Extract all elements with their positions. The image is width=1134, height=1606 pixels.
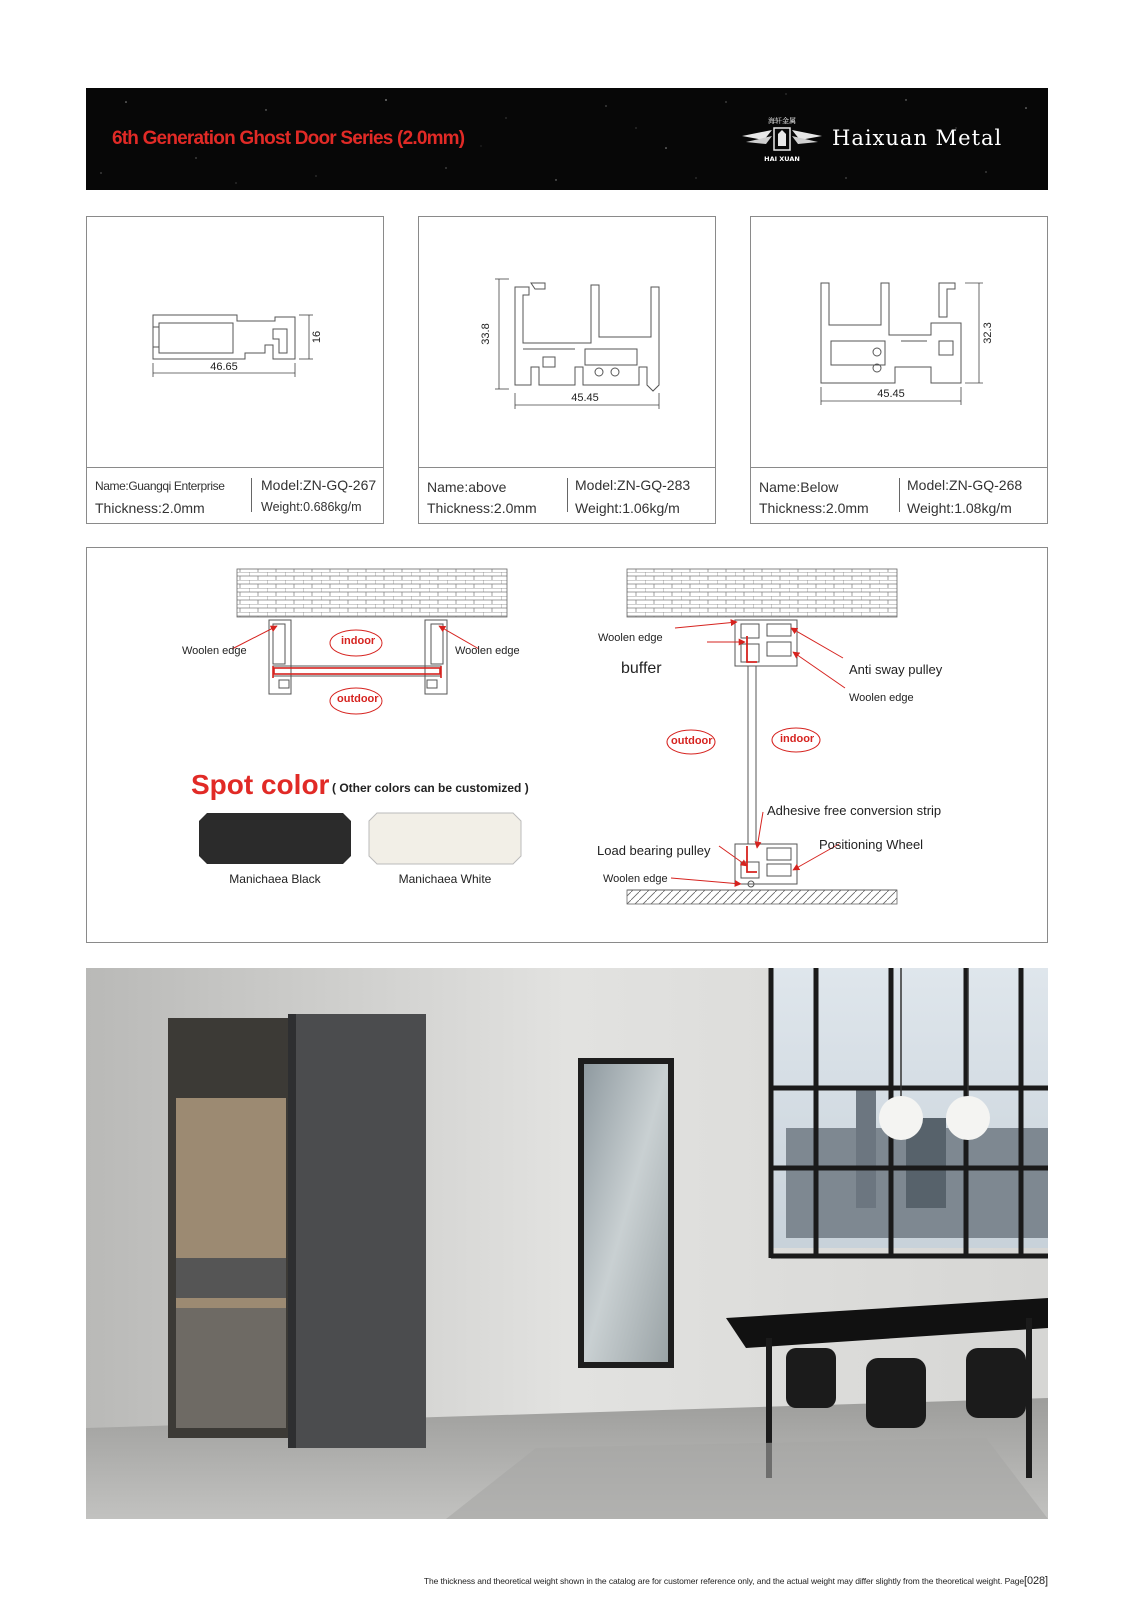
product-info-267 — [87, 467, 383, 524]
page-prefix: Page — [1004, 1576, 1025, 1586]
interior-scene-illustration — [86, 968, 1048, 1519]
label-woolen-edge-left: Woolen edge — [182, 645, 247, 657]
brand-name: Haixuan Metal — [832, 126, 1003, 150]
dim-width-268: 45.45 — [877, 388, 905, 400]
product-model: Model:ZN-GQ-268 — [907, 477, 1023, 493]
label-adhesive-strip: Adhesive free conversion strip — [767, 803, 942, 818]
product-thickness: Thickness:2.0mm — [95, 500, 205, 516]
dim-width-283: 45.45 — [571, 392, 599, 404]
brand-pinyin-text: HAI XUAN — [764, 155, 800, 163]
info-divider — [251, 478, 252, 512]
label-woolen-edge-right: Woolen edge — [455, 645, 520, 657]
swatch-manichaea-black — [199, 814, 351, 865]
label-outdoor-left: outdoor — [337, 693, 379, 705]
product-weight: Weight:1.06kg/m — [575, 500, 680, 516]
label-woolen-edge-top: Woolen edge — [598, 632, 663, 644]
label-indoor-right: indoor — [780, 733, 815, 745]
label-load-bearing-pulley: Load bearing pulley — [597, 843, 711, 858]
dim-width-267: 46.65 — [210, 361, 238, 373]
spot-color-title: Spot color — [191, 769, 330, 800]
profile-drawing-283 — [419, 217, 715, 467]
footer-disclaimer — [360, 1575, 1048, 1587]
wall-brick-left — [237, 569, 507, 617]
product-name: Name:above — [427, 479, 507, 495]
product-weight: Weight:0.686kg/m — [261, 500, 362, 514]
swatch-manichaea-white — [369, 814, 521, 865]
wall-brick-right — [627, 569, 897, 617]
product-info-268 — [751, 467, 1047, 524]
header-banner — [86, 88, 1048, 190]
label-positioning-wheel: Positioning Wheel — [819, 837, 924, 852]
swatch-white-label: Manichaea White — [398, 872, 492, 886]
haixuan-logo — [738, 110, 826, 166]
product-thickness: Thickness:2.0mm — [427, 500, 537, 516]
label-anti-sway-pulley: Anti sway pulley — [849, 662, 943, 677]
product-model: Model:ZN-GQ-267 — [261, 477, 377, 493]
product-card-zn-gq-283 — [418, 216, 716, 524]
label-buffer: buffer — [621, 660, 662, 677]
floor-hatch — [627, 890, 897, 904]
product-weight: Weight:1.08kg/m — [907, 500, 1012, 516]
product-name: Name:Guangqi Enterprise — [95, 479, 225, 493]
brand-cn-text: 海轩金属 — [768, 117, 796, 125]
swatch-black-label: Manichaea Black — [229, 872, 321, 886]
product-name: Name:Below — [759, 479, 839, 495]
label-indoor-left: indoor — [341, 635, 376, 647]
profile-drawing-267 — [87, 217, 383, 467]
dim-height-268: 32.3 — [982, 322, 994, 344]
product-thickness: Thickness:2.0mm — [759, 500, 869, 516]
info-divider — [567, 478, 568, 512]
product-info-283 — [419, 467, 715, 524]
product-model: Model:ZN-GQ-283 — [575, 477, 691, 493]
page-title: 6th Generation Ghost Door Series (2.0mm) — [112, 128, 465, 149]
page-number: [028] — [1024, 1575, 1048, 1587]
door-section-view — [735, 620, 797, 887]
profile-drawing-268 — [751, 217, 1047, 467]
dim-height-267: 16 — [311, 330, 323, 344]
interior-photo — [86, 968, 1048, 1519]
dim-height-283: 33.8 — [480, 323, 492, 345]
info-divider — [899, 478, 900, 512]
product-card-zn-gq-267 — [86, 216, 384, 524]
label-woolen-edge-mid: Woolen edge — [849, 692, 914, 704]
product-card-zn-gq-268 — [750, 216, 1048, 524]
label-outdoor-right: outdoor — [671, 735, 713, 747]
spot-color-subtitle: ( Other colors can be customized ) — [332, 781, 529, 795]
label-woolen-edge-bottom: Woolen edge — [603, 873, 668, 885]
installation-panel — [86, 547, 1048, 943]
disclaimer-text: The thickness and theoretical weight shown in the catalog are for customer reference only, and the actual weight may differ slightly from the theoretical weight. — [423, 1576, 1003, 1586]
